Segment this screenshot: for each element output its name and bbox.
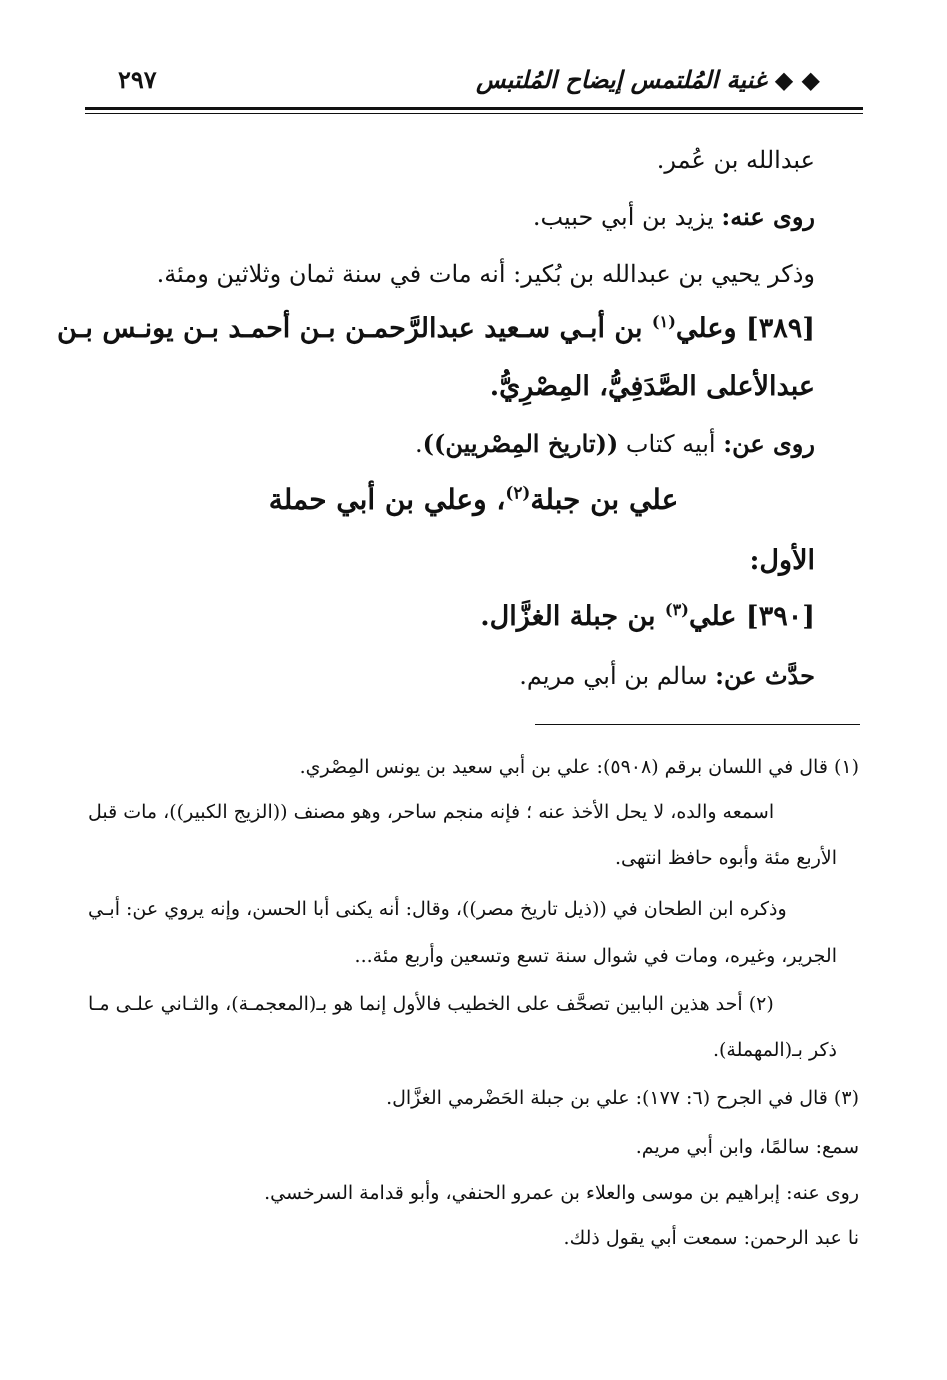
footnote-ref-2: (٢) (505, 482, 531, 503)
body-line-death-note: وذكر يحيي بن عبدالله بن بُكير: أنه مات في سنة ثمان وثلاثين ومئة. (156, 260, 815, 288)
entry-390-name: بن جبلة الغزَّال. (480, 601, 665, 632)
narrators-label: روى عنه: (721, 202, 815, 231)
body-line-1: عبدالله بن عُمر. (656, 146, 815, 174)
entry-389-line-2: عبدالأعلى الصَّدَفِيُّ، المِصْرِيُّ. (489, 371, 815, 402)
footnote-3-line-2: سمع: سالمًا، وابن أبي مريم. (635, 1136, 859, 1158)
footnote-3-line-1: (٣) قال في الجرح (٦: ١٧٧): علي بن جبلة الحَضْرمي الغزَّال. (386, 1087, 859, 1109)
footnote-separator (535, 724, 860, 725)
footnote-1-line-5: الجرير، وغيره، ومات في شوال سنة تسع وتسعين وأربع مئة... (354, 945, 837, 967)
first-label: الأول: (749, 545, 815, 576)
footnote-2-line-2: ذكر بـ(المهملة). (712, 1039, 837, 1061)
book-title: ((تاريخ المِصْريين)) (422, 429, 619, 458)
footnote-2-line-1: (٢) أحد هذين البابين تصحَّف على الخطيب فالأول إنما هو بـ(المعجمـة)، والثـاني علـى مـا (88, 993, 774, 1015)
entry-390 (480, 597, 815, 637)
narrated-from-period: . (415, 430, 423, 458)
page-number: ٢٩٧ (118, 65, 157, 94)
body-line-narrators-from (533, 199, 815, 235)
footnote-3-line-3: روى عنه: إبراهيم بن موسى والعلاء بن عمرو الحنفي، وأبو قدامة السرخسي. (264, 1182, 859, 1204)
header-rule-thin (85, 113, 863, 114)
narrated-from-text: أبيه كتاب (618, 430, 724, 458)
footnote-ref-3: (٣) (664, 600, 689, 619)
footnote-1-line-2: اسمعه والده، لا يحل الأخذ عنه ؛ فإنه منجم ساحر، وهو مصنف ((الزيج الكبير))، مات قبل (88, 801, 775, 823)
narrated-from-label: روى عن: (723, 429, 815, 458)
entry-389-name: بن أبـي سـعيد عبدالرَّحمـن بـن أحمـد بـن يونـس بـن (56, 313, 652, 344)
running-title: ◆ ◆ غنية المُلتمس إيضاح المُلتبس (476, 65, 820, 94)
heard-from-label: حدَّث عن: (715, 661, 815, 690)
footnote-3-line-4: نا عبد الرحمن: سمعت أبي يقول ذلك. (563, 1227, 859, 1249)
entry-390-number: [٣٩٠] علي (688, 601, 815, 632)
footnote-ref-1: (١) (651, 312, 676, 331)
narrators-text: يزيد بن أبي حبيب. (532, 203, 722, 231)
body-line-narrated-from (415, 426, 815, 462)
header-rule-thick (85, 107, 863, 110)
section-title-part-2: ، وعلي بن أبي حملة (268, 483, 506, 516)
page-header (110, 62, 820, 102)
entry-389-number: [٣٨٩] وعلي (675, 313, 815, 344)
body-line-heard-from (519, 658, 815, 694)
entry-389-line-1 (56, 309, 815, 349)
footnote-1-line-1: (١) قال في اللسان برقم (٥٩٠٨): علي بن أبي سعيد بن يونس المِصْري. (299, 756, 859, 778)
section-title-part-1: علي بن جبلة (530, 483, 679, 516)
footnote-1-line-4: وذكره ابن الطحان في ((ذيل تاريخ مصر))، وقال: أنه يكنى أبا الحسن، وإنه يروي عن: أبـي (88, 898, 787, 920)
heard-from-text: سالم بن أبي مريم. (519, 662, 716, 690)
section-title (0, 480, 947, 520)
footnote-1-line-3: الأربع مئة وأبوه حافظ انتهى. (614, 847, 837, 869)
